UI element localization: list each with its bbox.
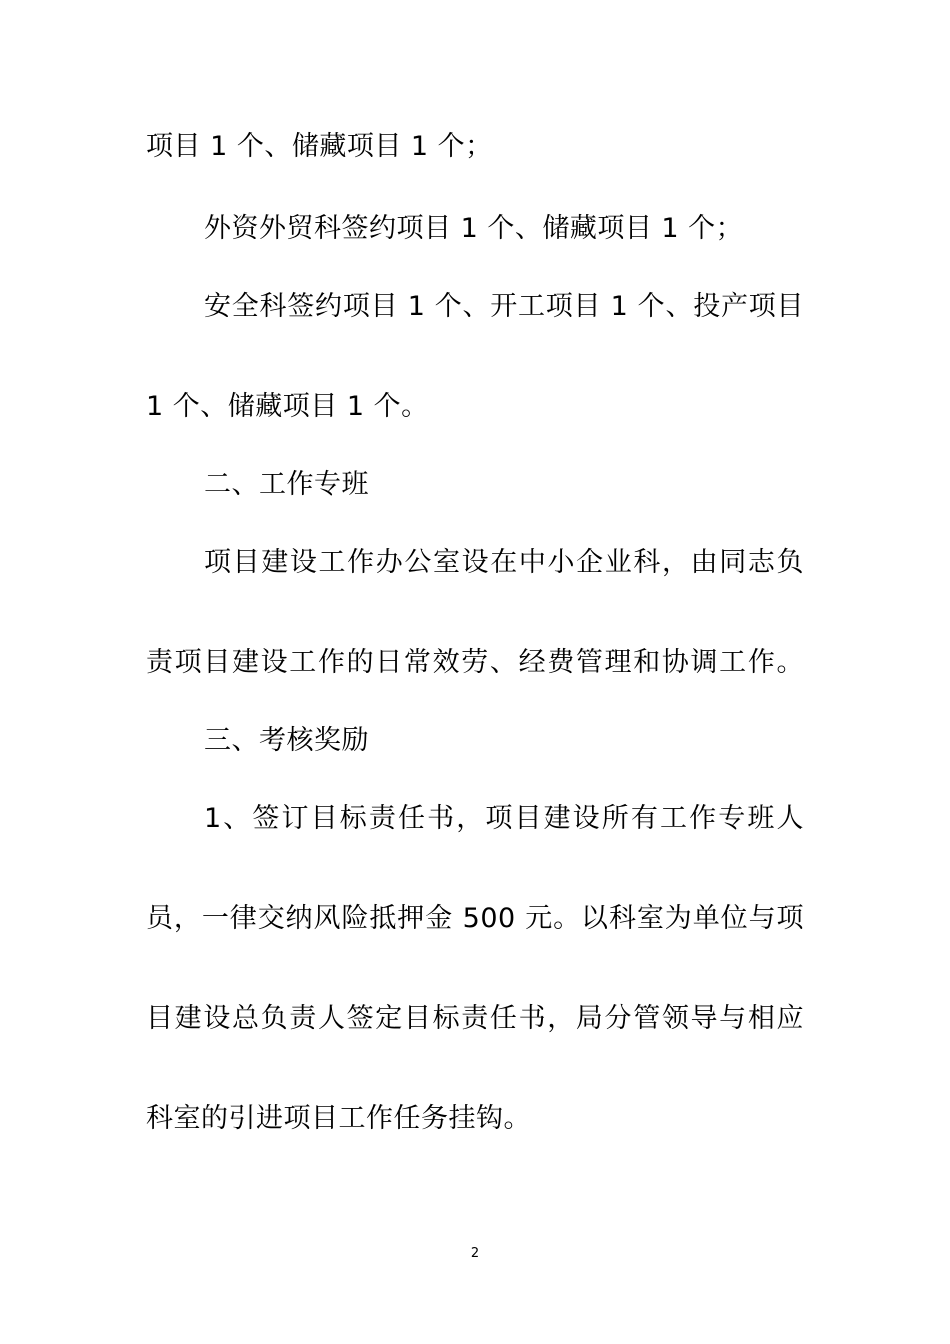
text-line-7: 责项目建设工作的日常效劳、经费管理和协调工作。	[146, 647, 804, 678]
text-line-2: 外资外贸科签约项目 1 个、储藏项目 1 个；	[204, 213, 744, 244]
text-line-6: 项目建设工作办公室设在中小企业科，由同志负	[204, 547, 804, 578]
text-line-4: 1 个、储藏项目 1 个。	[146, 391, 429, 422]
text-line-1: 项目 1 个、储藏项目 1 个；	[146, 131, 493, 162]
text-line-12: 科室的引进项目工作任务挂钩。	[146, 1103, 531, 1134]
section-heading-2: 二、工作专班	[204, 469, 369, 500]
text-line-3: 安全科签约项目 1 个、开工项目 1 个、投产项目	[204, 291, 804, 322]
text-line-10: 员，一律交纳风险抵押金 500 元。以科室为单位与项	[146, 903, 804, 934]
page-number: 2	[470, 1246, 480, 1261]
text-line-11: 目建设总负责人签定目标责任书，局分管领导与相应	[146, 1003, 804, 1034]
section-heading-3: 三、考核奖励	[204, 725, 369, 756]
text-line-9: 1、签订目标责任书，项目建设所有工作专班人	[204, 803, 804, 834]
